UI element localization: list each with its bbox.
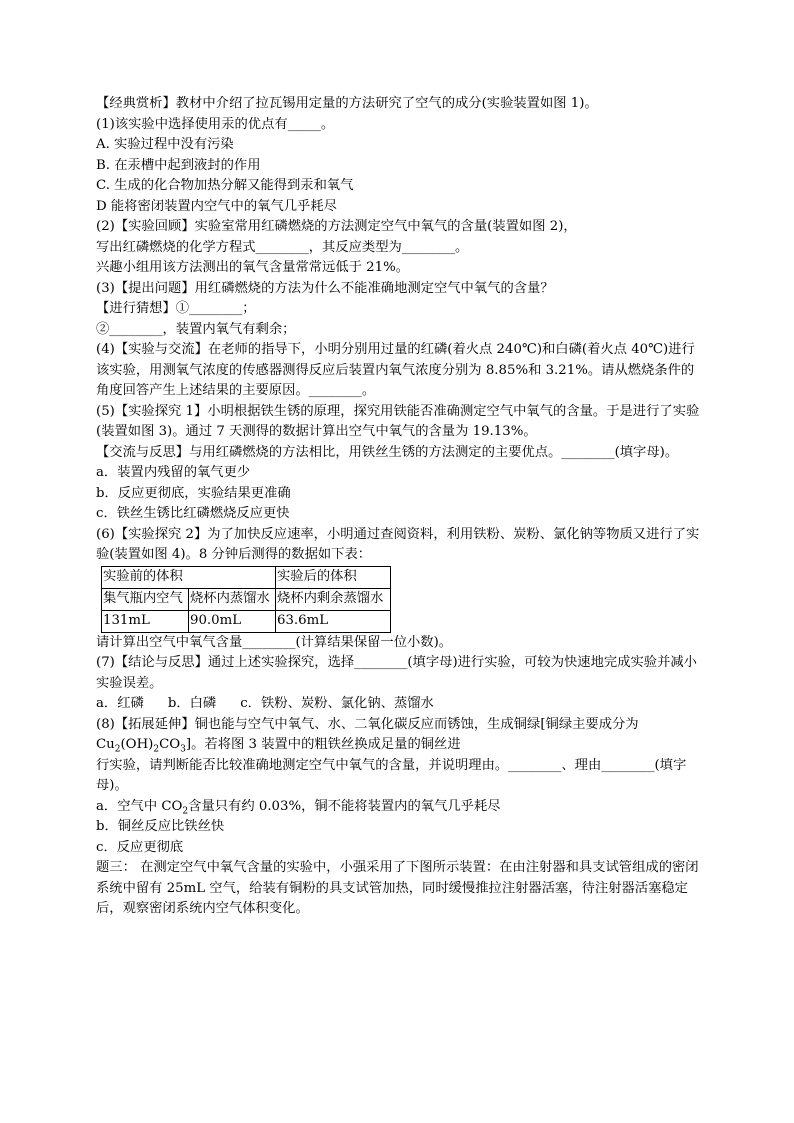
question-3-line-1: (3)【提出问题】用红磷燃烧的方法为什么不能准确地测定空气中氧气的含量？ [96, 280, 554, 296]
table-row [102, 566, 391, 588]
table-col-air: 集气瓶内空气 [102, 588, 189, 610]
question-6: (6)【实验探究 2】为了加快反应速率，小明通过查阅资料，利用铁粉、炭粉、氯化钠等物质又进行了实验(装置如图 4)。8 分钟后测得的数据如下表： [96, 526, 700, 562]
formula-subscript: 3 [180, 744, 186, 755]
q7-option-c: c．铁粉、炭粉、氯化钠、蒸馏水 [240, 696, 434, 711]
question-4: (4)【实验与交流】在老师的指导下，小明分别用过量的红磷(着火点 240℃)和白磷(着火点 40℃)进行该实验，用测氧气浓度的传感器测得反应后装置内氧气浓度分别为 8.85%和 3.21%。请从燃烧条件的角度回答产生上述结果的主要原因。________。 [96, 342, 695, 398]
q8-option-a-text: a．空气中 CO [96, 798, 183, 814]
question-2-line-3: 兴趣小组用该方法测出的氧气含量常常远低于 21%。 [96, 260, 410, 275]
question-2-line-2: 写出红磷燃烧的化学方程式________，其反应类型为________。 [96, 239, 469, 255]
question-5-reflection: 【交流与反思】与用红磷燃烧的方法相比，用铁丝生锈的方法测定的主要优点。________(填字母)。 [96, 444, 679, 460]
document-body [96, 94, 702, 920]
q1-option-a: A. 实验过程中没有污染 [96, 137, 234, 152]
question-8-line-1: (8)【拓展延伸】铜也能与空气中氧气、水、二氧化碳反应而锈蚀，生成铜绿[铜绿主要成分为 [96, 716, 639, 732]
formula-subscript: 2 [182, 806, 189, 817]
intro-paragraph: 【经典赏析】教材中介绍了拉瓦锡用定量的方法研究了空气的成分(实验装置如图 1)。 [96, 96, 598, 111]
q5-option-b: b．反应更彻底，实验结果更准确 [96, 485, 291, 501]
q8-option-a [96, 797, 702, 818]
question-6-ask: 请计算出空气中氧气含量________(计算结果保留一位小数)。 [96, 634, 453, 650]
table-value-water: 90.0mL [189, 610, 276, 632]
q7-options [96, 694, 702, 715]
question-7: (7)【结论与反思】通过上述实验探究，选择________(填字母)进行实验，可较为快速地完成实验并减小实验误差。 [96, 655, 697, 691]
table-row [102, 610, 391, 632]
q1-option-d: D 能将密闭装置内空气中的氧气几乎耗尽 [96, 198, 337, 214]
q5-option-a: a．装置内残留的氧气更少 [96, 465, 251, 480]
q8-option-b: b．铜丝反应比铁丝快 [96, 819, 225, 834]
formula-part: ]。若将图 3 装置中的粗铁丝换成足量的铜丝进 [185, 737, 461, 752]
question-3-guess-1: 【进行猜想】①________； [96, 301, 256, 316]
q1-option-c: C. 生成的化合物加热分解又能得到汞和氧气 [96, 178, 354, 193]
table-col-remaining-water: 烧杯内剩余蒸馏水 [276, 588, 391, 610]
table-row [102, 588, 391, 610]
question-5: (5)【实验探究 1】小明根据铁生锈的原理，探究用铁能否准确测定空气中氧气的含量。于是进行了实验(装置如图 3)。通过 7 天测得的数据计算出空气中氧气的含量为 19.13%。 [96, 403, 700, 439]
table-col-water: 烧杯内蒸馏水 [189, 588, 276, 610]
formula-subscript: 2 [153, 744, 160, 755]
q7-option-a: a．红磷 [96, 696, 144, 711]
q1-option-b: B. 在汞槽中起到液封的作用 [96, 157, 261, 173]
formula-part: (OH) [120, 737, 154, 752]
table-header-after: 实验后的体积 [276, 566, 391, 588]
volume-data-table [101, 566, 391, 633]
question-3-guess-2: ②________，装置内氧气有剩余； [96, 321, 296, 337]
question-8-line-3: 行实验，请判断能否比较准确地测定空气中氧气的含量，并说明理由。________、理由________(填字母)。 [96, 757, 687, 793]
formula-part: Cu [96, 737, 115, 752]
question-1: (1)该实验中选择使用汞的优点有_____。 [96, 116, 335, 132]
q8-option-c: c．反应更彻底 [96, 839, 184, 855]
q5-option-c: c．铁丝生锈比红磷燃烧反应更快 [96, 506, 290, 521]
question-8-line-2 [96, 735, 702, 756]
table-value-air: 131mL [102, 610, 189, 632]
q8-option-a-text: 含量只有约 0.03%，铜不能将装置内的氧气几乎耗尽 [188, 798, 501, 814]
question-2-line-1: (2)【实验回顾】实验室常用红磷燃烧的方法测定空气中氧气的含量(装置如图 2)， [96, 219, 577, 234]
formula-subscript: 2 [114, 744, 121, 755]
table-header-before: 实验前的体积 [102, 566, 276, 588]
question-three: 题三： 在测定空气中氧气含量的实验中，小强采用了下图所示装置：在由注射器和具支试管组成的密闭系统中留有 25mL 空气，给装有铜粉的具支试管加热，同时缓慢推拉注射器活塞，待注射器活塞稳定后，观察密闭系统内空气体积变化。 [96, 860, 699, 916]
table-value-remaining-water: 63.6mL [276, 610, 391, 632]
q7-option-b: b．白磷 [167, 696, 217, 711]
formula-part: CO [159, 737, 181, 752]
